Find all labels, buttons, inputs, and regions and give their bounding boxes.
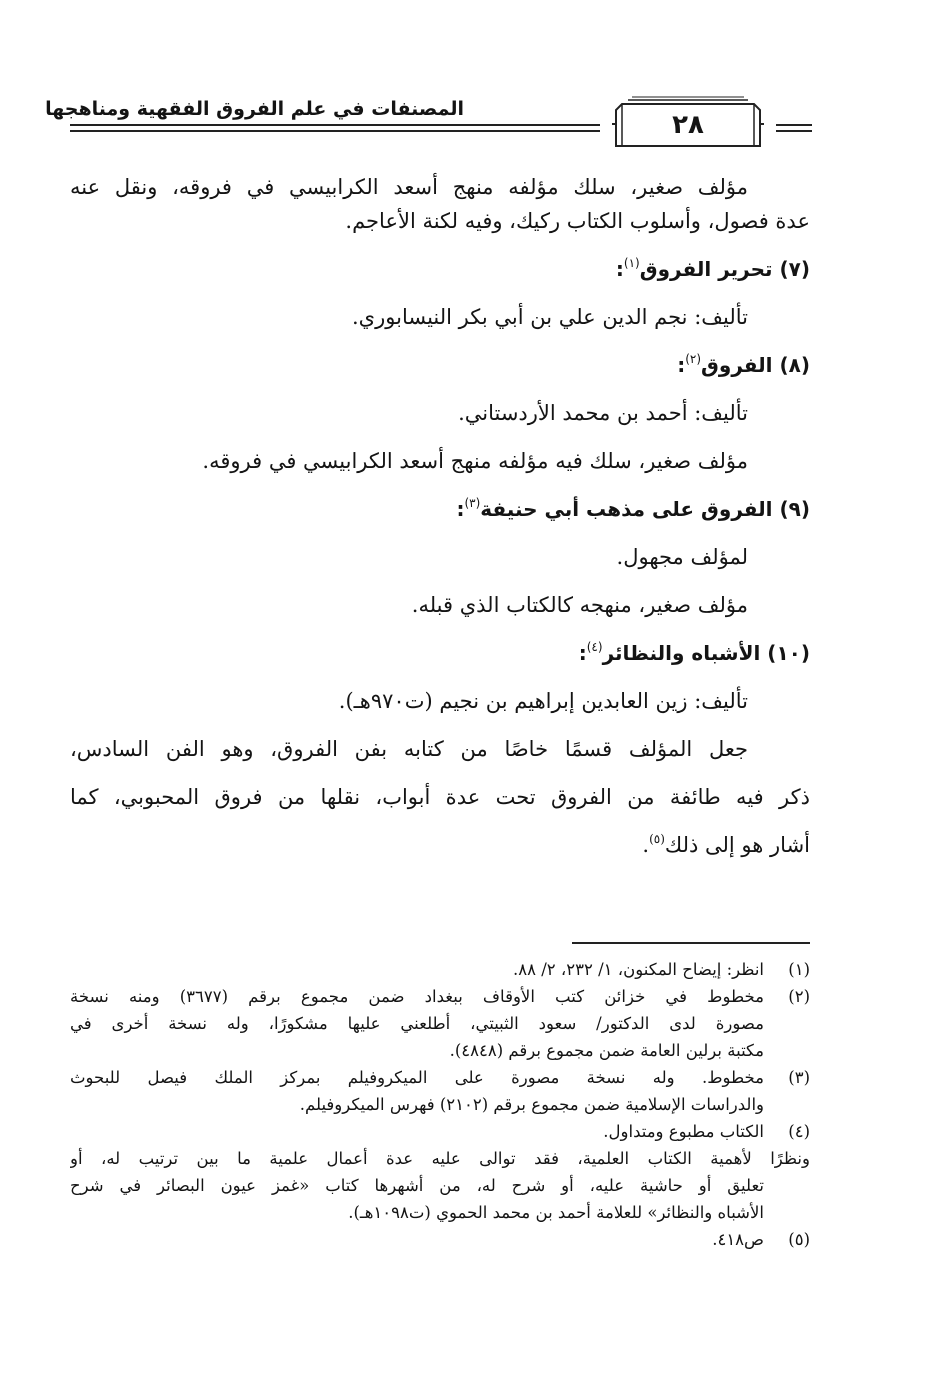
footnote-line: مصورة لدى الدكتور/ سعود الثبيتي، أطلعني عليها مشكورًا، وله نسخة أخرى في bbox=[70, 1014, 764, 1033]
footnote-line: انظر: إيضاح المكنون، ١/ ٢٣٢، ٢/ ٨٨. bbox=[512, 960, 764, 979]
footnote-line: مخطوط. وله نسخة مصورة على الميكروفيلم بمركز الملك فيصل للبحوث bbox=[70, 1068, 764, 1087]
footnote bbox=[70, 983, 810, 1064]
footnote-number: (٢) bbox=[788, 987, 810, 1006]
footnote bbox=[70, 956, 810, 983]
entry-heading bbox=[70, 348, 810, 382]
footnote-line: الأشباه والنظائر» للعلامة أحمد بن محمد الحموي (ت١٠٩٨هـ). bbox=[348, 1203, 764, 1222]
header-rule bbox=[70, 130, 600, 132]
text-line: مؤلف صغير، سلك فيه مؤلفه منهج أسعد الكرابيسي في فروقه. bbox=[202, 449, 748, 473]
footnote-number: (٥) bbox=[788, 1230, 810, 1249]
entry-number: (٩) bbox=[779, 497, 810, 521]
text-line: جعل المؤلف قسمًا خاصًا من كتابه بفن الفروق، وهو الفن السادس، bbox=[70, 737, 748, 761]
footnote-ref: (٢) bbox=[685, 352, 702, 366]
footnote-ref: (٣) bbox=[464, 496, 481, 510]
footnote-ref: (٥) bbox=[649, 832, 665, 846]
entry-heading bbox=[70, 492, 810, 526]
header-rule bbox=[776, 124, 812, 126]
text-line: تأليف: أحمد بن محمد الأردستاني. bbox=[458, 401, 748, 425]
running-header bbox=[45, 82, 812, 162]
text-line: ذكر فيه طائفة من الفروق تحت عدة أبواب، نقلها من فروق المحبوبي، كما bbox=[70, 785, 810, 809]
page-number-badge bbox=[610, 96, 766, 152]
text-fragment: . bbox=[642, 833, 650, 857]
footnotes bbox=[70, 956, 810, 1253]
footnote-number: (٣) bbox=[788, 1068, 810, 1087]
footnote bbox=[70, 1064, 810, 1118]
footnote bbox=[70, 1226, 810, 1253]
main-text bbox=[70, 170, 810, 862]
header-rule bbox=[70, 124, 600, 126]
text-line: مؤلف صغير، سلك مؤلفه منهج أسعد الكرابيسي في فروقه، ونقل عنه bbox=[70, 175, 748, 199]
footnote-number: (١) bbox=[788, 960, 810, 979]
footnote-line: ص٤١٨. bbox=[712, 1230, 764, 1249]
footnote-separator bbox=[572, 942, 810, 944]
entry-title: الأشباه والنظائر bbox=[602, 641, 761, 665]
footnote-ref: (٤) bbox=[586, 640, 603, 654]
footnote-line: مكتبة برلين العامة ضمن مجموع برقم (٤٨٤٨). bbox=[449, 1041, 764, 1060]
text-fragment: أشار هو إلى ذلك bbox=[664, 833, 810, 857]
footnote-line: الكتاب مطبوع ومتداول. bbox=[603, 1122, 764, 1141]
entry-number: (٨) bbox=[779, 353, 810, 377]
footnote-continuation bbox=[70, 1145, 810, 1226]
entry-colon: : bbox=[615, 257, 624, 281]
text-line: مؤلف صغير، منهجه كالكتاب الذي قبله. bbox=[411, 593, 748, 617]
footnote-ref: (١) bbox=[623, 256, 640, 270]
entry-colon: : bbox=[578, 641, 587, 665]
entry-heading bbox=[70, 636, 810, 670]
footnote-line: والدراسات الإسلامية ضمن مجموع برقم (٢١٠٢) فهرس الميكروفيلم. bbox=[299, 1095, 764, 1114]
footnote-line: تعليق أو حاشية عليه، أو شرح له، من أشهرها كتاب «غمز عيون البصائر في شرح bbox=[70, 1176, 764, 1195]
text-line bbox=[70, 828, 810, 862]
entry-number: (١٠) bbox=[767, 641, 810, 665]
entry-title: الفروق bbox=[701, 353, 773, 377]
text-line: تأليف: نجم الدين علي بن أبي بكر النيسابوري. bbox=[352, 305, 748, 329]
entry-number: (٧) bbox=[779, 257, 810, 281]
entry-colon: : bbox=[677, 353, 686, 377]
page-number: ٢٨ bbox=[672, 110, 704, 140]
text-line: تأليف: زين العابدين إبراهيم بن نجيم (ت٩٧٠هـ). bbox=[338, 689, 748, 713]
entry-heading bbox=[70, 252, 810, 286]
footnote-number: (٤) bbox=[788, 1122, 810, 1141]
footnote bbox=[70, 1118, 810, 1145]
header-title: المصنفات في علم الفروق الفقهية ومناهجها bbox=[45, 98, 464, 120]
text-line: عدة فصول، وأسلوب الكتاب ركيك، وفيه لكنة الأعاجم. bbox=[345, 209, 810, 233]
header-rule bbox=[776, 130, 812, 132]
entry-title: الفروق على مذهب أبي حنيفة bbox=[480, 497, 773, 521]
text-line: لمؤلف مجهول. bbox=[616, 545, 748, 569]
footnote-line: مخطوط في خزائن كتب الأوقاف ببغداد ضمن مجموع برقم (٣٦٧٧) ومنه نسخة bbox=[70, 987, 764, 1006]
entry-title: تحرير الفروق bbox=[639, 257, 773, 281]
footnote-line: ونظرًا لأهمية الكتاب العلمية، فقد توالى عليه عدة أعمال علمية ما بين ترتيب له، أو bbox=[70, 1149, 810, 1168]
entry-colon: : bbox=[456, 497, 465, 521]
